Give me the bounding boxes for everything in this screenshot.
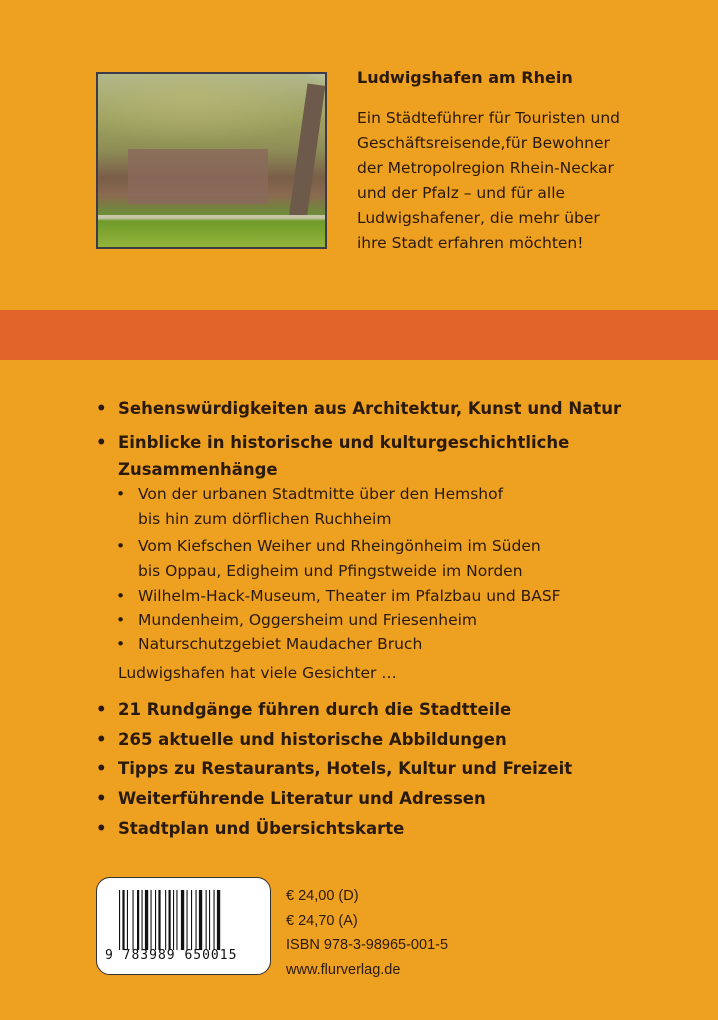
price-austria: € 24,70 (A) <box>286 912 358 929</box>
sub-item: • Mundenheim, Oggersheim und Friesenheim <box>116 608 477 633</box>
intro-line: Ludwigshafener, die mehr über <box>357 209 600 227</box>
barcode-bars <box>119 890 249 950</box>
publisher-url: www.flurverlag.de <box>286 961 401 978</box>
sub-item: • Naturschutzgebiet Maudacher Bruch <box>116 632 422 657</box>
barcode-bar <box>176 890 177 950</box>
barcode-bar <box>173 890 174 950</box>
barcode-bar <box>191 890 192 950</box>
barcode-bar <box>158 890 160 950</box>
book-title: Ludwigshafen am Rhein <box>357 68 573 87</box>
intro-line: der Metropolregion Rhein-Neckar <box>357 159 614 177</box>
barcode <box>96 877 271 975</box>
price-info <box>286 884 448 982</box>
cover-photo <box>96 72 327 249</box>
barcode-bar <box>196 890 197 950</box>
feature-item: • Weiterführende Literatur und Adressen <box>96 789 486 808</box>
feature-item: • Stadtplan und Übersichtskarte <box>96 819 404 838</box>
barcode-bar <box>214 890 215 950</box>
barcode-bar <box>119 890 120 950</box>
barcode-bar <box>199 890 202 950</box>
feature-item: • Sehenswürdigkeiten aus Architektur, Kunst und Natur <box>96 399 621 418</box>
barcode-bar <box>155 890 156 950</box>
intro-line: und der Pfalz – und für alle <box>357 184 566 202</box>
sub-item: • Wilhelm-Hack-Museum, Theater im Pfalzbau und BASF <box>116 584 561 609</box>
sub-item: • Von der urbanen Stadtmitte über den Hemshof bis hin zum dörflichen Ruchheim <box>116 482 503 532</box>
barcode-bar <box>133 890 134 950</box>
sub-item: • Vom Kiefschen Weiher und Rheingönheim im Süden bis Oppau, Edigheim und Pfingstweide im Norden <box>116 534 541 584</box>
barcode-bar <box>209 890 210 950</box>
barcode-bar <box>181 890 184 950</box>
intro-line: Ein Städteführer für Touristen und <box>357 109 621 127</box>
barcode-bar <box>217 890 220 950</box>
barcode-bar <box>206 890 207 950</box>
barcode-number: 9 783989 650015 <box>105 948 238 963</box>
feature-item: • Einblicke in historische und kulturgeschichtliche Zusammenhänge <box>96 429 569 483</box>
barcode-bar <box>165 890 166 950</box>
tagline: Ludwigshafen hat viele Gesichter … <box>118 664 397 682</box>
barcode-bar <box>142 890 143 950</box>
barcode-bar <box>151 890 152 950</box>
intro-text <box>357 106 620 256</box>
barcode-bar <box>137 890 139 950</box>
feature-item: • 21 Rundgänge führen durch die Stadtteile <box>96 700 511 719</box>
intro-line: Geschäftsreisende,für Bewohner <box>357 134 610 152</box>
price-germany: € 24,00 (D) <box>286 888 359 904</box>
barcode-bar <box>127 890 128 950</box>
barcode-bar <box>122 890 124 950</box>
decorative-band <box>0 310 718 360</box>
intro-line: ihre Stadt erfahren möchten! <box>357 234 584 252</box>
feature-item: • Tipps zu Restaurants, Hotels, Kultur und Freizeit <box>96 759 572 778</box>
feature-item: • 265 aktuelle und historische Abbildungen <box>96 730 507 749</box>
barcode-bar <box>187 890 188 950</box>
barcode-bar <box>145 890 148 950</box>
isbn: ISBN 978-3-98965-001-5 <box>286 937 449 953</box>
barcode-bar <box>169 890 171 950</box>
